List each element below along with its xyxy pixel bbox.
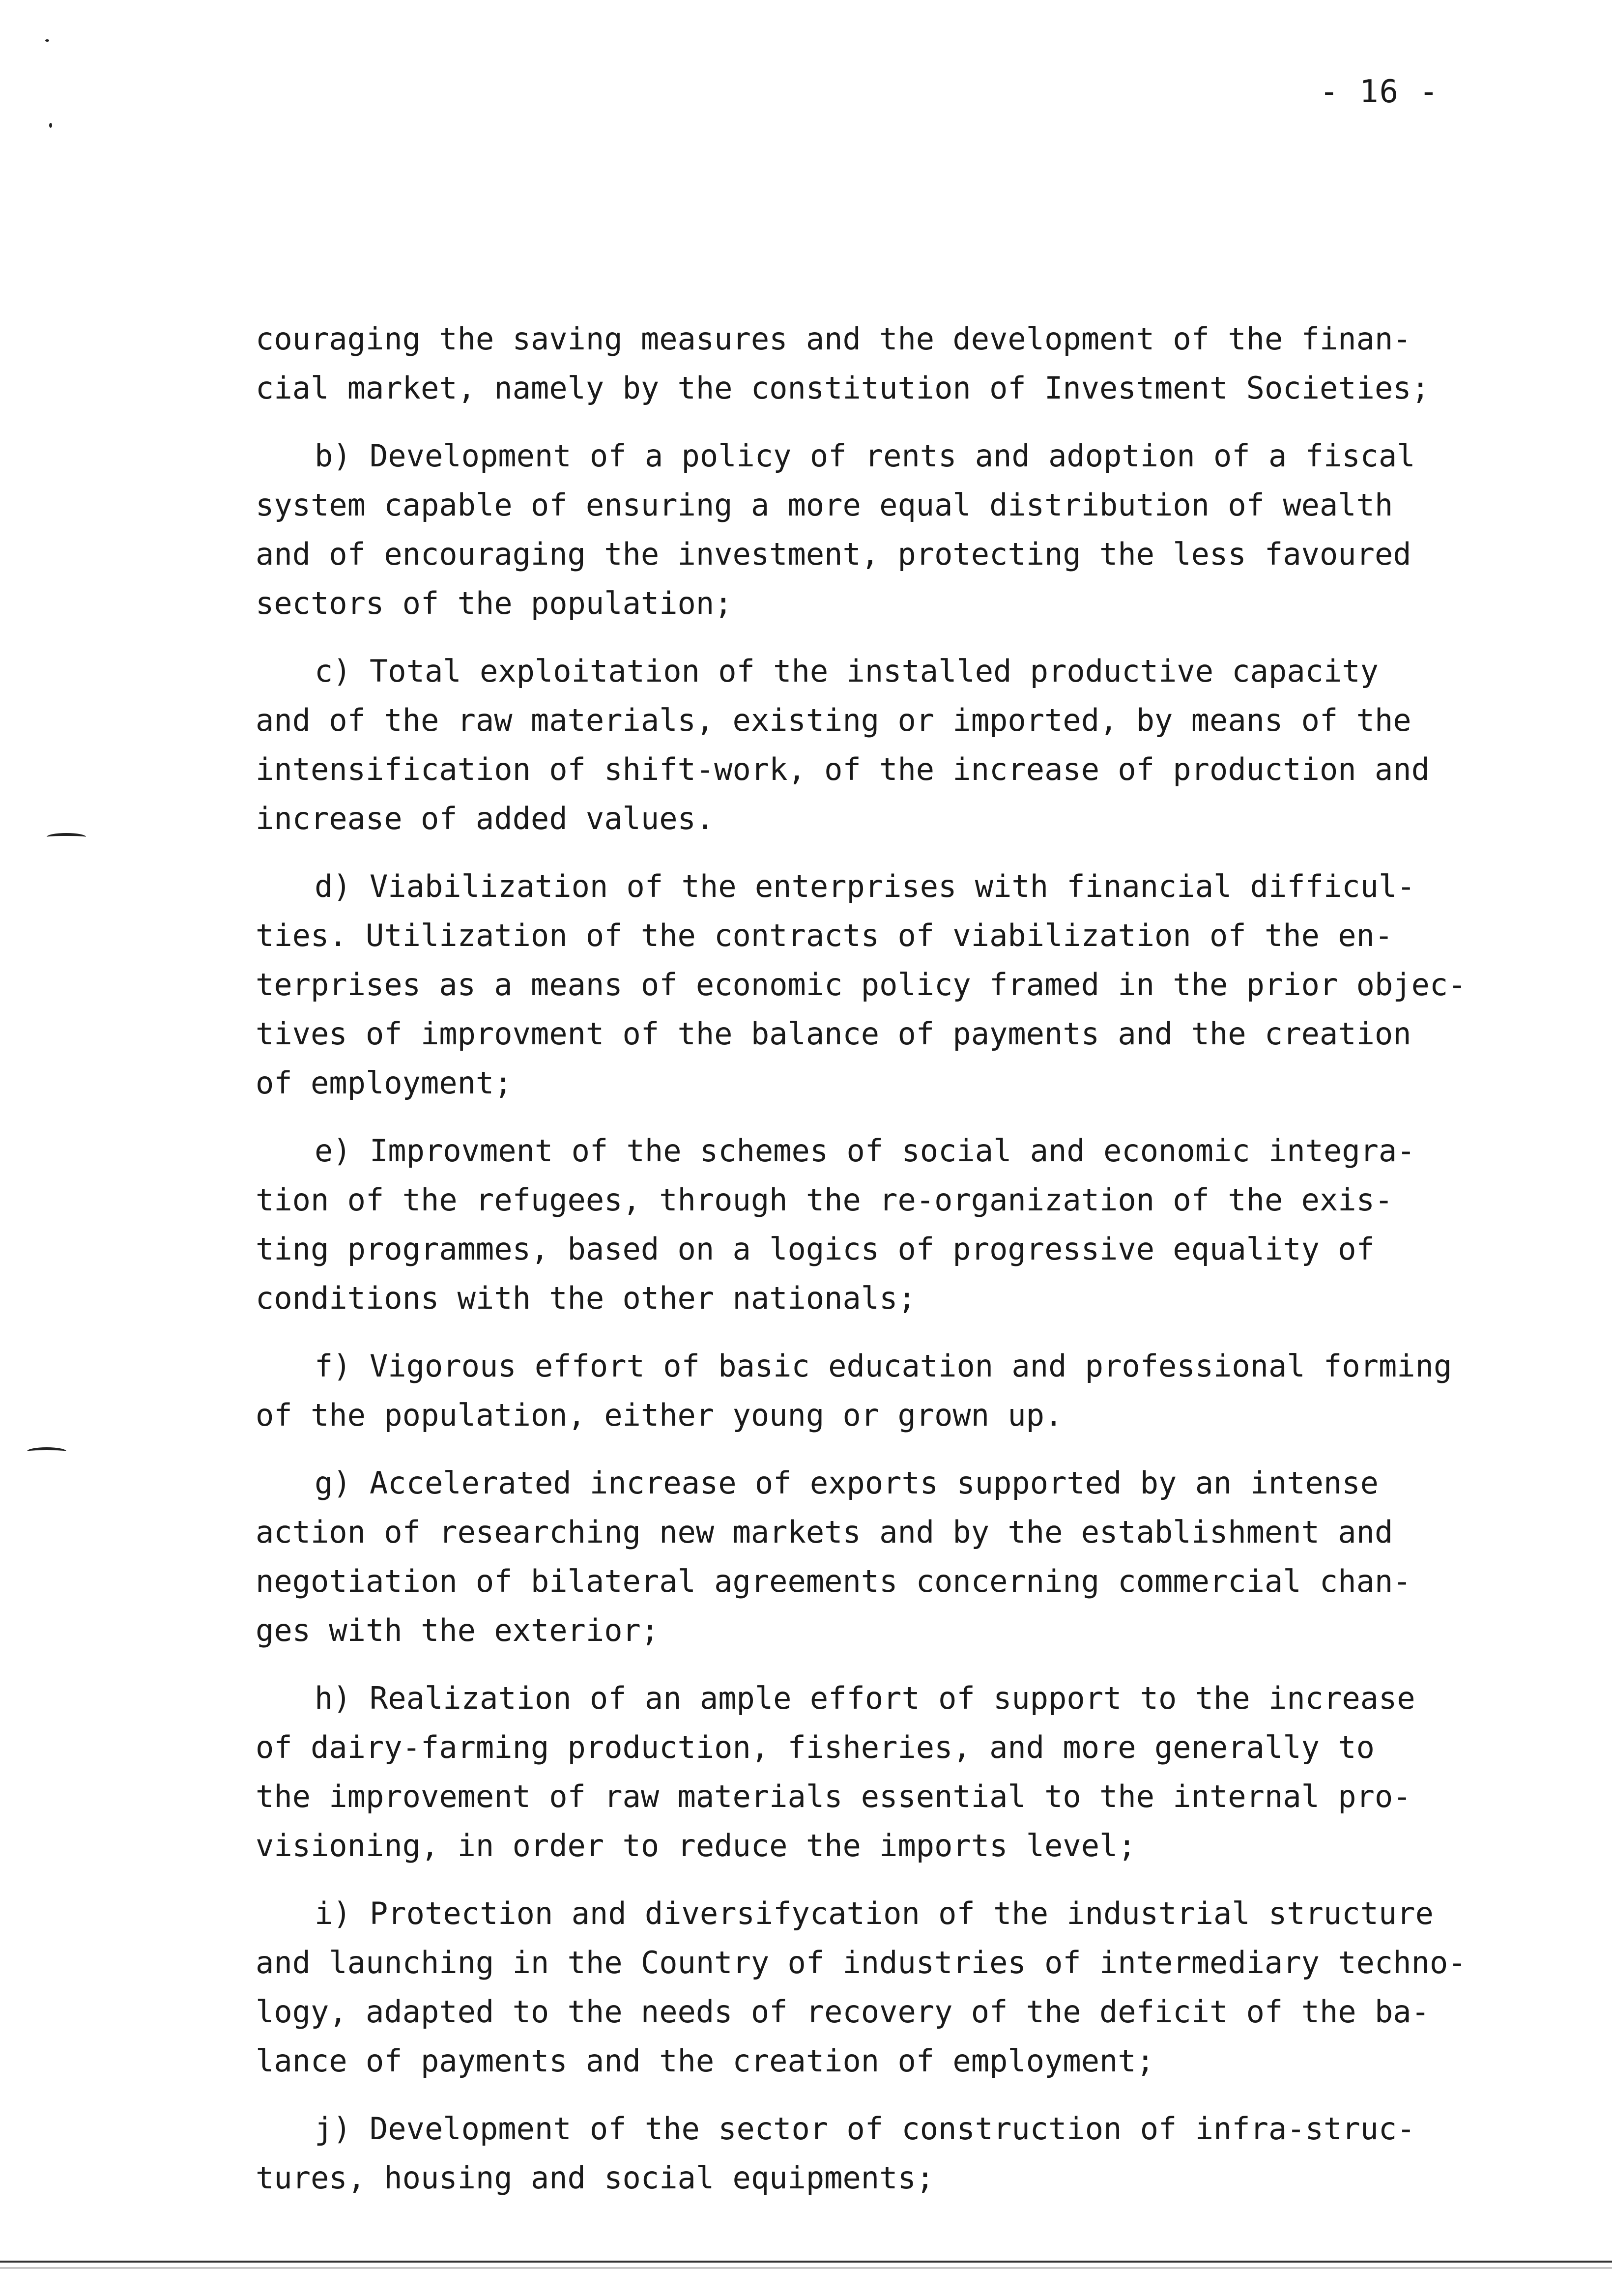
bottom-rule <box>0 2261 1612 2263</box>
margin-mark <box>27 1447 66 1455</box>
body-text <box>256 315 1553 2221</box>
paragraph-c: c) Total exploitation of the installed productive capacity and of the raw materials, existing or imported, by means of the intensification of shift-work, of the increase of production and increase of added values. <box>256 653 1430 836</box>
paragraph-f: f) Vigorous effort of basic education and professional forming of the population, either young or grown up. <box>256 1348 1452 1433</box>
scan-speck <box>45 39 49 42</box>
page-number: - 16 - <box>1320 74 1439 110</box>
paragraph-j: j) Development of the sector of construction of infra-struc- tures, housing and social equipments; <box>256 2111 1415 2196</box>
bottom-rule-shadow <box>0 2267 1612 2268</box>
paragraph-g: g) Accelerated increase of exports supported by an intense action of researching new markets and by the establishment and negotiation of bilateral agreements concerning commercial chan- ges with the exterior; <box>256 1465 1411 1648</box>
paragraph-h: h) Realization of an ample effort of support to the increase of dairy-farming production, fisheries, and more generally to the improvement of raw materials essential to the internal pro- visioning, in order to reduce the imports level; <box>256 1680 1415 1864</box>
paragraph-d: d) Viabilization of the enterprises with financial difficul- ties. Utilization of the contracts of viabilization of the en- terprises as a means of economic policy framed in the prior objec- tives of improvment of the balance of payments and the creation of employment; <box>256 868 1467 1101</box>
paragraph-e: e) Improvment of the schemes of social and economic integra- tion of the refugees, through the re-organization of the exis- ting programmes, based on a logics of progressive equality of conditions with the other nationals; <box>256 1133 1415 1316</box>
paragraph-i: i) Protection and diversifycation of the industrial structure and launching in the Country of industries of intermediary techno- logy, adapted to the needs of recovery of the deficit of the ba- lance of payments and the creation of employment; <box>256 1895 1467 2079</box>
paragraph-a-continued: couraging the saving measures and the development of the finan- cial market, namely by the constitution of Investment Societies; <box>256 321 1430 406</box>
margin-mark <box>47 833 86 841</box>
paragraph-b: b) Development of a policy of rents and adoption of a fiscal system capable of ensuring a more equal distribution of wealth and of encouraging the investment, protecting the less favoured sectors of the population; <box>256 438 1415 621</box>
scan-speck <box>49 123 52 128</box>
